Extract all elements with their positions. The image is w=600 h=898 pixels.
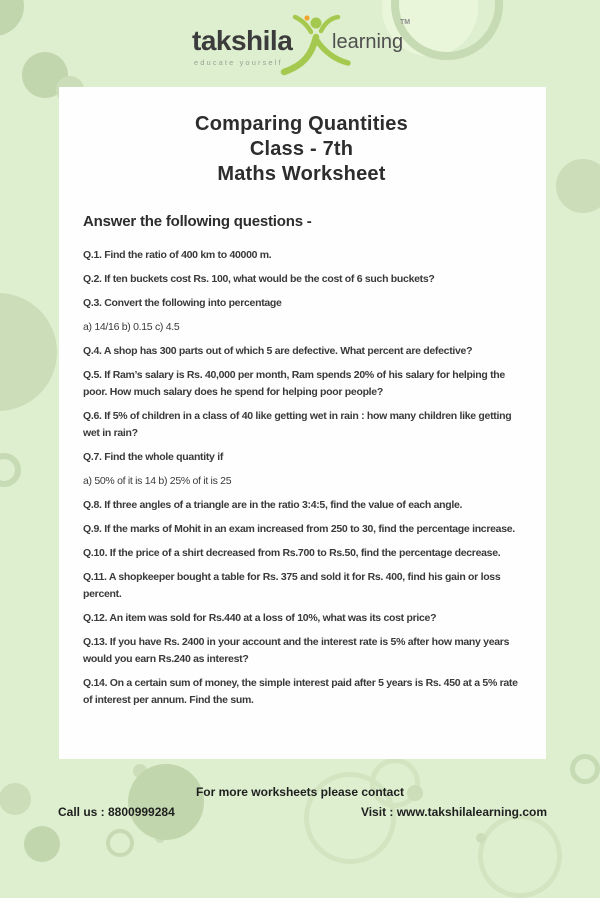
- question-item: Q.13. If you have Rs. 2400 in your account and the interest rate is 5% after how many years would you earn Rs.240 as interest?: [83, 636, 510, 665]
- decorative-ring: [106, 829, 134, 857]
- trademark-symbol: TM: [400, 19, 411, 26]
- decorative-circle: [0, 0, 24, 36]
- logo-tagline: educate yourself: [194, 58, 283, 67]
- decorative-circle: [0, 293, 57, 411]
- question-options: a) 50% of it is 14 b) 25% of it is 25: [83, 475, 232, 487]
- footer-website: Visit : www.takshilalearning.com: [360, 805, 547, 819]
- question-item: Q.6. If 5% of children in a class of 40 like getting wet in rain : how many children like getting wet in rain?: [83, 410, 512, 439]
- title-line-type: Maths Worksheet: [217, 163, 386, 185]
- question-item: Q.1. Find the ratio of 400 km to 40000 m.: [83, 249, 272, 261]
- decorative-ring: [478, 814, 562, 898]
- decorative-circle: [556, 159, 600, 213]
- question-item: Q.3. Convert the following into percentage: [83, 297, 282, 309]
- question-item: Q.8. If three angles of a triangle are in the ratio 3:4:5, find the value of each angle.: [83, 499, 463, 511]
- footer-phone: Call us : 8800999284: [58, 805, 175, 819]
- question-item: Q.10. If the price of a shirt decreased from Rs.700 to Rs.50, find the percentage decrease.: [83, 547, 501, 559]
- decorative-ring: [570, 754, 600, 784]
- question-item: Q.11. A shopkeeper bought a table for Rs. 375 and sold it for Rs. 400, find his gain or loss percent.: [83, 571, 501, 600]
- question-item: Q.4. A shop has 300 parts out of which 5 are defective. What percent are defective?: [83, 345, 473, 357]
- decorative-ring: [0, 453, 21, 487]
- worksheet-title: [83, 112, 520, 187]
- question-item: Q.12. An item was sold for Rs.440 at a loss of 10%, what was its cost price?: [83, 612, 437, 624]
- title-line-class: Class - 7th: [249, 138, 354, 160]
- logo-learning-text: learning: [332, 31, 404, 53]
- section-heading: Answer the following questions -: [83, 213, 312, 230]
- decorative-circle: [128, 764, 204, 840]
- decorative-circle: [476, 833, 486, 843]
- question-item: Q.9. If the marks of Mohit in an exam increased from 250 to 30, find the percentage increase.: [83, 523, 515, 535]
- questions-list: [83, 247, 520, 709]
- takshila-learning-logo: [192, 12, 411, 82]
- question-item: Q.14. On a certain sum of money, the simple interest paid after 5 years is Rs. 450 at a 5% rate of interest per annum. Find the sum.: [83, 677, 518, 706]
- question-item: Q.7. Find the whole quantity if: [83, 451, 224, 463]
- question-item: Q.2. If ten buckets cost Rs. 100, what would be the cost of 6 such buckets?: [83, 273, 435, 285]
- logo-brand-text: takshila: [192, 25, 293, 56]
- title-line-subject: Comparing Quantities: [195, 113, 408, 135]
- question-options: a) 14/16 b) 0.15 c) 4.5: [83, 321, 180, 333]
- question-item: Q.5. If Ram’s salary is Rs. 40,000 per month, Ram spends 20% of his salary for helping the poor. How much salary does he spend for helping poor people?: [83, 369, 505, 398]
- footer-contact-line: For more worksheets please contact: [195, 785, 405, 799]
- worksheet-card: [59, 87, 546, 759]
- decorative-circle: [24, 826, 60, 862]
